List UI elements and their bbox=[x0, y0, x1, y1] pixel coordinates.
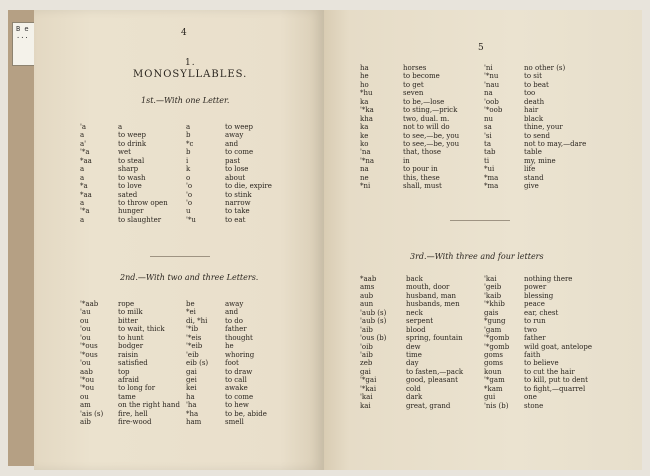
vocab-cell: to call bbox=[225, 375, 247, 384]
vocab-cell: that, those bbox=[403, 148, 442, 157]
vocab-cell: to drink bbox=[118, 139, 147, 148]
vocab-cell: to believe bbox=[524, 359, 559, 368]
three-letter-col-2 bbox=[406, 275, 463, 410]
vocab-cell: aub bbox=[360, 291, 374, 300]
vocab-cell: aib bbox=[80, 418, 91, 427]
vocab-cell: sa bbox=[484, 123, 492, 132]
vocab-cell: husbands, men bbox=[406, 300, 460, 309]
vocab-cell: o bbox=[186, 173, 191, 182]
vocab-cell: ne bbox=[360, 173, 369, 182]
left-page bbox=[34, 10, 324, 470]
vocab-cell: to come bbox=[225, 148, 254, 157]
vocab-cell: a bbox=[80, 165, 85, 174]
vocab-cell: '*ib bbox=[186, 325, 199, 334]
vocab-cell: raisin bbox=[118, 350, 139, 359]
vocab-cell: *a bbox=[80, 182, 88, 191]
vocab-cell: 'geib bbox=[484, 283, 502, 292]
top-col-1 bbox=[360, 64, 374, 191]
vocab-cell: to kill, put to dent bbox=[524, 376, 588, 385]
vocab-cell: to long for bbox=[118, 384, 156, 393]
vocab-cell: to milk bbox=[118, 308, 143, 317]
vocab-cell: a bbox=[80, 215, 85, 224]
vocab-cell: a bbox=[186, 123, 191, 131]
vocab-cell: 'gam bbox=[484, 325, 502, 334]
vocab-cell: a' bbox=[80, 139, 87, 148]
vocab-cell: 'ais (s) bbox=[80, 409, 104, 418]
vocab-cell: ha bbox=[360, 64, 369, 72]
vocab-cell: '*khib bbox=[484, 300, 505, 309]
two-letter-col-2 bbox=[118, 300, 180, 427]
vocab-cell: cold bbox=[406, 384, 421, 393]
vocab-cell: *hu bbox=[360, 89, 373, 98]
vocab-cell: good, pleasant bbox=[406, 376, 458, 385]
vocab-cell: *aab bbox=[360, 275, 377, 283]
three-letter-col-1 bbox=[360, 275, 386, 410]
vocab-cell: '*nu bbox=[484, 72, 499, 81]
vocab-cell: about bbox=[225, 173, 246, 182]
vocab-cell: 'eib bbox=[186, 350, 199, 359]
vocab-cell: in bbox=[403, 156, 410, 165]
vocab-cell: ta bbox=[484, 139, 491, 148]
vocab-cell: to slaughter bbox=[118, 215, 162, 224]
vocab-cell: blessing bbox=[524, 291, 554, 300]
vocab-cell: 'ou bbox=[80, 325, 91, 334]
vocab-cell: to take bbox=[225, 207, 250, 216]
vocab-cell: smell bbox=[225, 418, 244, 427]
vocab-cell: thine, your bbox=[524, 123, 563, 132]
vocab-cell: '*gam bbox=[484, 376, 505, 385]
vocab-cell: blood bbox=[406, 325, 426, 334]
vocab-cell: to fight,—quarrel bbox=[524, 384, 586, 393]
vocab-cell: give bbox=[524, 182, 539, 191]
vocab-cell: gai bbox=[186, 367, 197, 376]
vocab-cell: to die, expire bbox=[225, 182, 272, 191]
vocab-cell: to wash bbox=[118, 173, 146, 182]
vocab-cell: *aa bbox=[80, 156, 92, 165]
vocab-cell: great, grand bbox=[406, 401, 451, 410]
vocab-cell: u bbox=[186, 207, 191, 216]
vocab-cell: afraid bbox=[118, 375, 140, 384]
vocab-cell: my, mine bbox=[524, 156, 556, 165]
vocab-cell: '*oob bbox=[484, 106, 503, 115]
vocab-cell: to become bbox=[403, 72, 440, 81]
vocab-cell: *ma bbox=[484, 173, 499, 182]
vocab-cell: to throw open bbox=[118, 198, 168, 207]
vocab-cell: *ui bbox=[484, 165, 495, 174]
section-divider-right bbox=[450, 220, 510, 221]
vocab-cell: i bbox=[186, 156, 189, 165]
vocab-cell: bitter bbox=[118, 316, 138, 325]
vocab-cell: this, these bbox=[403, 173, 440, 182]
subheading-one-letter: 1st.—With one Letter. bbox=[141, 96, 230, 105]
vocab-cell: *kam bbox=[484, 384, 503, 393]
vocab-cell: day bbox=[406, 359, 419, 368]
vocab-cell: a bbox=[118, 123, 123, 131]
vocab-cell: tab bbox=[484, 148, 496, 157]
vocab-cell: '*a bbox=[80, 207, 90, 216]
vocab-cell: *gung bbox=[484, 317, 506, 326]
vocab-cell: di, *hi bbox=[186, 316, 208, 325]
vocab-cell: he bbox=[360, 72, 369, 81]
section-divider-left bbox=[150, 256, 210, 257]
vocab-cell: gui bbox=[484, 393, 496, 402]
vocab-cell: ou bbox=[80, 316, 89, 325]
vocab-cell: away bbox=[225, 131, 244, 140]
vocab-cell: top bbox=[118, 367, 130, 376]
vocab-cell: *ni bbox=[360, 182, 371, 191]
vocab-cell: fire, hell bbox=[118, 409, 148, 418]
one-letter-col-2 bbox=[118, 123, 168, 224]
vocab-cell: b bbox=[186, 131, 191, 140]
vocab-cell: dark bbox=[406, 393, 423, 402]
vocab-cell: to do bbox=[225, 316, 243, 325]
vocab-cell: death bbox=[524, 97, 545, 106]
vocab-cell: two bbox=[524, 325, 538, 334]
section-number: 1. bbox=[185, 58, 196, 68]
vocab-cell: back bbox=[406, 275, 423, 283]
vocab-cell: not to may,—dare bbox=[524, 139, 587, 148]
vocab-cell: 'oib bbox=[360, 342, 373, 351]
vocab-cell: 'aib bbox=[360, 325, 373, 334]
vocab-cell: 'aub (s) bbox=[360, 317, 387, 326]
one-letter-col-1 bbox=[80, 123, 92, 224]
vocab-cell: foot bbox=[225, 359, 239, 368]
vocab-cell: narrow bbox=[225, 198, 251, 207]
vocab-cell: father bbox=[524, 334, 546, 343]
library-label-text: B e ... bbox=[16, 25, 29, 40]
vocab-cell: '*gai bbox=[360, 376, 377, 385]
vocab-cell: goms bbox=[484, 359, 503, 368]
vocab-cell: ear, chest bbox=[524, 308, 559, 317]
top-col-2 bbox=[403, 64, 459, 191]
vocab-cell: life bbox=[524, 165, 536, 174]
vocab-cell: black bbox=[524, 114, 544, 123]
vocab-cell: eib (s) bbox=[186, 359, 209, 368]
vocab-cell: 'oob bbox=[484, 97, 499, 106]
vocab-cell: to sit bbox=[524, 72, 542, 81]
vocab-cell: whoring bbox=[225, 350, 255, 359]
right-page bbox=[324, 10, 642, 470]
vocab-cell: 'o bbox=[186, 198, 193, 207]
vocab-cell: kei bbox=[186, 384, 197, 393]
vocab-cell: '*gomb bbox=[484, 342, 510, 351]
vocab-cell: peace bbox=[524, 300, 545, 309]
vocab-cell: ti bbox=[484, 156, 490, 165]
vocab-cell: husband, man bbox=[406, 291, 457, 300]
vocab-cell: 'a bbox=[80, 123, 87, 131]
vocab-cell: kha bbox=[360, 114, 373, 123]
vocab-cell: past bbox=[225, 156, 241, 165]
vocab-cell: 'si bbox=[484, 131, 492, 140]
vocab-cell: tame bbox=[118, 392, 136, 401]
vocab-cell: 'nau bbox=[484, 80, 500, 89]
vocab-cell: '*eis bbox=[186, 333, 202, 342]
vocab-cell: 'ha bbox=[186, 401, 197, 410]
vocab-cell: to come bbox=[225, 392, 254, 401]
vocab-cell: away bbox=[225, 300, 244, 308]
vocab-cell: 'o bbox=[186, 190, 193, 199]
vocab-cell: goms bbox=[484, 350, 503, 359]
vocab-cell: 'aub (s) bbox=[360, 308, 387, 317]
vocab-cell: power bbox=[524, 283, 547, 292]
vocab-cell: to stink bbox=[225, 190, 252, 199]
vocab-cell: to send bbox=[524, 131, 550, 140]
vocab-cell: two, dual. m. bbox=[403, 114, 450, 123]
vocab-cell: ou bbox=[80, 392, 89, 401]
vocab-cell: *ei bbox=[186, 308, 196, 317]
two-letter-col-4 bbox=[225, 300, 267, 427]
vocab-cell: 'ou bbox=[80, 359, 91, 368]
three-letter-col-4 bbox=[524, 275, 592, 410]
vocab-cell: *ma bbox=[484, 182, 499, 191]
vocab-cell: to weep bbox=[225, 123, 254, 131]
vocab-cell: to see,—be, you bbox=[403, 139, 460, 148]
vocab-cell: and bbox=[225, 139, 239, 148]
vocab-cell: a bbox=[80, 198, 85, 207]
vocab-cell: neck bbox=[406, 308, 423, 317]
vocab-cell: ka bbox=[360, 123, 369, 132]
vocab-cell: too bbox=[524, 89, 536, 98]
vocab-cell: nu bbox=[484, 114, 494, 123]
three-letter-col-3 bbox=[484, 275, 509, 410]
vocab-cell: to beat bbox=[524, 80, 549, 89]
top-col-4 bbox=[524, 64, 586, 191]
vocab-cell: to sting,—prick bbox=[403, 106, 458, 115]
vocab-cell: ho bbox=[360, 80, 369, 89]
vocab-cell: thought bbox=[225, 333, 253, 342]
vocab-cell: 'kai bbox=[484, 275, 497, 283]
vocab-cell: spring, fountain bbox=[406, 334, 463, 343]
vocab-cell: a bbox=[80, 131, 85, 140]
vocab-cell: stand bbox=[524, 173, 544, 182]
vocab-cell: '*na bbox=[360, 156, 375, 165]
vocab-cell: shall, must bbox=[403, 182, 442, 191]
one-letter-col-3 bbox=[186, 123, 196, 224]
vocab-cell: fire-wood bbox=[118, 418, 152, 427]
vocab-cell: to eat bbox=[225, 215, 246, 224]
vocab-cell: be bbox=[186, 300, 195, 308]
vocab-cell: to draw bbox=[225, 367, 253, 376]
vocab-cell: *ha bbox=[186, 409, 199, 418]
vocab-cell: serpent bbox=[406, 317, 434, 326]
vocab-cell: '*u bbox=[186, 215, 196, 224]
vocab-cell: na bbox=[484, 89, 493, 98]
vocab-cell: 'o bbox=[186, 182, 193, 191]
vocab-cell: ams bbox=[360, 283, 375, 292]
vocab-cell: to pour in bbox=[403, 165, 438, 174]
top-col-3 bbox=[484, 64, 502, 191]
vocab-cell: he bbox=[225, 342, 234, 351]
one-letter-col-4 bbox=[225, 123, 272, 224]
vocab-cell: on the right hand bbox=[118, 401, 180, 410]
vocab-cell: na bbox=[360, 165, 369, 174]
vocab-cell: '*kai bbox=[360, 384, 377, 393]
vocab-cell: 'au bbox=[80, 308, 91, 317]
vocab-cell: aun bbox=[360, 300, 374, 309]
vocab-cell: to steal bbox=[118, 156, 145, 165]
vocab-cell: wet bbox=[118, 148, 131, 157]
vocab-cell: to hew bbox=[225, 401, 249, 410]
vocab-cell: 'kaib bbox=[484, 291, 502, 300]
vocab-cell: stone bbox=[524, 401, 544, 410]
vocab-cell: *c bbox=[186, 139, 194, 148]
library-label bbox=[12, 22, 36, 66]
vocab-cell: mouth, door bbox=[406, 283, 450, 292]
page-number-left: 4 bbox=[181, 28, 187, 38]
vocab-cell: koun bbox=[484, 367, 502, 376]
vocab-cell: bodger bbox=[118, 342, 144, 351]
vocab-cell: seven bbox=[403, 89, 424, 98]
vocab-cell: father bbox=[225, 325, 247, 334]
vocab-cell: sated bbox=[118, 190, 138, 199]
vocab-cell: to weep bbox=[118, 131, 147, 140]
vocab-cell: 'aib bbox=[360, 350, 373, 359]
vocab-cell: hair bbox=[524, 106, 539, 115]
vocab-cell: not to will do bbox=[403, 123, 450, 132]
vocab-cell: '*ous bbox=[80, 342, 98, 351]
subheading-two-letters: 2nd.—With two and three Letters. bbox=[120, 273, 259, 282]
page-number-right: 5 bbox=[478, 43, 484, 53]
vocab-cell: hunger bbox=[118, 207, 144, 216]
vocab-cell: '*aab bbox=[80, 300, 99, 308]
vocab-cell: '*a bbox=[80, 148, 90, 157]
vocab-cell: *aa bbox=[80, 190, 92, 199]
vocab-cell: to be,—lose bbox=[403, 97, 445, 106]
vocab-cell: to love bbox=[118, 182, 142, 191]
vocab-cell: '*ka bbox=[360, 106, 374, 115]
vocab-cell: ko bbox=[360, 139, 369, 148]
vocab-cell: to lose bbox=[225, 165, 249, 174]
vocab-cell: ka bbox=[360, 97, 369, 106]
vocab-cell: 'nis (b) bbox=[484, 401, 509, 410]
vocab-cell: a bbox=[80, 173, 85, 182]
vocab-cell: gais bbox=[484, 308, 499, 317]
vocab-cell: and bbox=[225, 308, 239, 317]
vocab-cell: am bbox=[80, 401, 91, 410]
vocab-cell: awake bbox=[225, 384, 248, 393]
vocab-cell: rope bbox=[118, 300, 135, 308]
vocab-cell: 'ni bbox=[484, 64, 493, 72]
vocab-cell: '*eib bbox=[186, 342, 203, 351]
vocab-cell: '*ou bbox=[80, 384, 95, 393]
vocab-cell: dew bbox=[406, 342, 421, 351]
vocab-cell: to be, abide bbox=[225, 409, 267, 418]
vocab-cell: table bbox=[524, 148, 542, 157]
vocab-cell: wild goat, antelope bbox=[524, 342, 593, 351]
vocab-cell: aab bbox=[80, 367, 93, 376]
vocab-cell: satisfied bbox=[118, 359, 148, 368]
vocab-cell: ham bbox=[186, 418, 202, 427]
vocab-cell: to run bbox=[524, 317, 546, 326]
vocab-cell: '*gomb bbox=[484, 334, 510, 343]
vocab-cell: 'na bbox=[360, 148, 371, 157]
vocab-cell: nothing there bbox=[524, 275, 573, 283]
vocab-cell: faith bbox=[524, 350, 541, 359]
vocab-cell: ha bbox=[186, 392, 195, 401]
two-letter-col-3 bbox=[186, 300, 208, 427]
vocab-cell: 'kai bbox=[360, 393, 373, 402]
vocab-cell: '*ou bbox=[80, 375, 95, 384]
vocab-cell: gai bbox=[360, 367, 371, 376]
vocab-cell: to fasten,—pack bbox=[406, 367, 464, 376]
vocab-cell: time bbox=[406, 350, 422, 359]
vocab-cell: horses bbox=[403, 64, 427, 72]
vocab-cell: b bbox=[186, 148, 191, 157]
vocab-cell: to wait, thick bbox=[118, 325, 165, 334]
vocab-cell: no other (s) bbox=[524, 64, 566, 72]
subheading-three-letters: 3rd.—With three and four letters bbox=[410, 252, 544, 261]
vocab-cell: 'ou bbox=[80, 333, 91, 342]
vocab-cell: to see,—be, you bbox=[403, 131, 460, 140]
vocab-cell: '*ous bbox=[80, 350, 98, 359]
vocab-cell: one bbox=[524, 393, 537, 402]
vocab-cell: to cut the hair bbox=[524, 367, 575, 376]
vocab-cell: gei bbox=[186, 375, 197, 384]
vocab-cell: 'ous (b) bbox=[360, 334, 387, 343]
vocab-cell: kai bbox=[360, 401, 371, 410]
vocab-cell: ke bbox=[360, 131, 369, 140]
vocab-cell: zeb bbox=[360, 359, 373, 368]
section-title: MONOSYLLABLES. bbox=[133, 69, 248, 80]
vocab-cell: to hunt bbox=[118, 333, 144, 342]
vocab-cell: k bbox=[186, 165, 191, 174]
two-letter-col-1 bbox=[80, 300, 103, 427]
vocab-cell: sharp bbox=[118, 165, 139, 174]
vocab-cell: to get bbox=[403, 80, 424, 89]
